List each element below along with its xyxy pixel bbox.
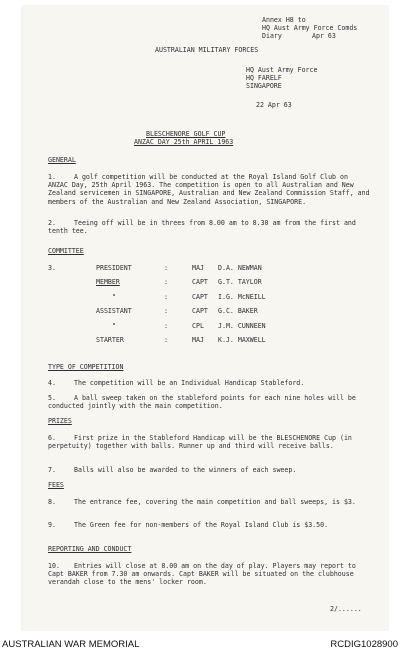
committee-name: J.M. CUNNEEN — [218, 321, 266, 330]
para-9-number: 9. — [48, 521, 56, 529]
committee-role: STARTER — [96, 336, 124, 344]
annex-line-2: HQ Aust Army Force Comds — [262, 24, 358, 32]
page-continuation: 2/...... — [330, 605, 362, 613]
committee-colon: : — [164, 336, 168, 344]
para-7-text: Balls will also be awarded to the winners of each sweep. — [74, 466, 297, 474]
para-3-number: 3. — [48, 264, 56, 272]
para-1-number: 1. — [48, 173, 56, 181]
committee-role: MEMBER — [96, 278, 120, 287]
annex-line-1: Annex H8 to — [262, 16, 306, 24]
para-9-text: The Green fee for non-members of the Royal Island Club is $3.50. — [74, 521, 329, 529]
para-5-number: 5. — [48, 394, 56, 402]
document-page — [22, 6, 388, 630]
committee-name: D.A. NEWMAN — [218, 264, 262, 272]
committee-colon: : — [164, 264, 168, 272]
committee-rank: MAJ — [192, 264, 204, 272]
document-date: 22 Apr 63 — [256, 101, 292, 109]
section-heading-type: TYPE OF COMPETITION — [48, 363, 124, 371]
section-heading-general: GENERAL — [48, 156, 76, 164]
committee-rank: CAPT — [192, 278, 208, 287]
para-8-number: 8. — [48, 498, 56, 506]
para-1-text: A golf competition will be conducted at the Royal Island Golf Club on ANZAC Day, 25th April 1963. The competition is open to all Australian and New Zealand servicemen in SINGAPORE, Australian and New Zealand Commission Staff, and members of the Australian and New Zealand Association, SINGAPORE. — [48, 173, 370, 206]
committee-colon: : — [164, 278, 168, 287]
para-5-text: A ball sweep taken on the stableford points for each nine holes will be conducted jointly with the main competition. — [48, 394, 356, 411]
footer-identifier: RCDIG1028900 — [330, 639, 398, 650]
annex-line-3-date: Apr 63 — [312, 32, 336, 40]
para-10-number: 10. — [48, 562, 60, 570]
committee-rank: CAPT — [192, 292, 208, 301]
document-title: BLESCHENORE GOLF CUP — [146, 130, 226, 138]
address-line-1: HQ Aust Army Force — [246, 66, 318, 74]
committee-name: G.T. TAYLOR — [218, 278, 262, 287]
section-heading-committee: COMMITTEE — [48, 247, 84, 255]
para-6-number: 6. — [48, 434, 56, 442]
page-heading: AUSTRALIAN MILITARY FORCES — [155, 46, 259, 54]
committee-role: PRESIDENT — [96, 264, 132, 272]
para-4-text: The competition will be an Individual Handicap Stableford. — [74, 379, 305, 387]
committee-name: I.G. McNEILL — [218, 292, 266, 301]
footer-source: AUSTRALIAN WAR MEMORIAL — [2, 639, 140, 650]
committee-colon: : — [164, 292, 168, 301]
section-heading-prizes: PRIZES — [48, 417, 72, 425]
committee-rank: CAPT — [192, 307, 208, 316]
para-4-number: 4. — [48, 379, 56, 387]
document-subtitle: ANZAC DAY 25th APRIL 1963 — [134, 138, 234, 146]
para-10-text: Entries will close at 8.00 am on the day of play. Players may report to Capt BAKER from 7.30 am onwards. Capt BAKER will be situated on the clubhouse verandah close to the mens' locker room. — [48, 562, 356, 587]
section-heading-reporting: REPORTING AND CONDUCT — [48, 545, 132, 553]
annex-line-3: Diary — [262, 32, 282, 40]
committee-role: ASSISTANT — [96, 307, 132, 316]
para-2-number: 2. — [48, 219, 56, 227]
committee-colon: : — [164, 321, 168, 330]
para-7-number: 7. — [48, 466, 56, 474]
committee-name: G.C. BAKER — [218, 307, 258, 316]
para-8-text: The entrance fee, covering the main competition and ball sweeps, is $3. — [74, 498, 356, 506]
section-heading-fees: FEES — [48, 481, 64, 489]
committee-name: K.J. MAXWELL — [218, 336, 266, 344]
para-2-text: Teeing off will be in threes from 8.00 am to 8.30 am from the first and tenth tee. — [48, 219, 356, 236]
committee-role: " — [112, 292, 116, 301]
para-6-text: First prize in the Stableford Handicap will be the BLESCHENORE Cup (in perpetuity) together with balls. Runner up and third will receive balls. — [48, 434, 352, 451]
committee-role: " — [112, 321, 116, 330]
address-line-3: SINGAPORE — [246, 82, 282, 90]
committee-rank: MAJ — [192, 336, 204, 344]
committee-rank: CPL — [192, 321, 204, 330]
address-line-2: HQ FARELF — [246, 74, 282, 82]
committee-colon: : — [164, 307, 168, 316]
